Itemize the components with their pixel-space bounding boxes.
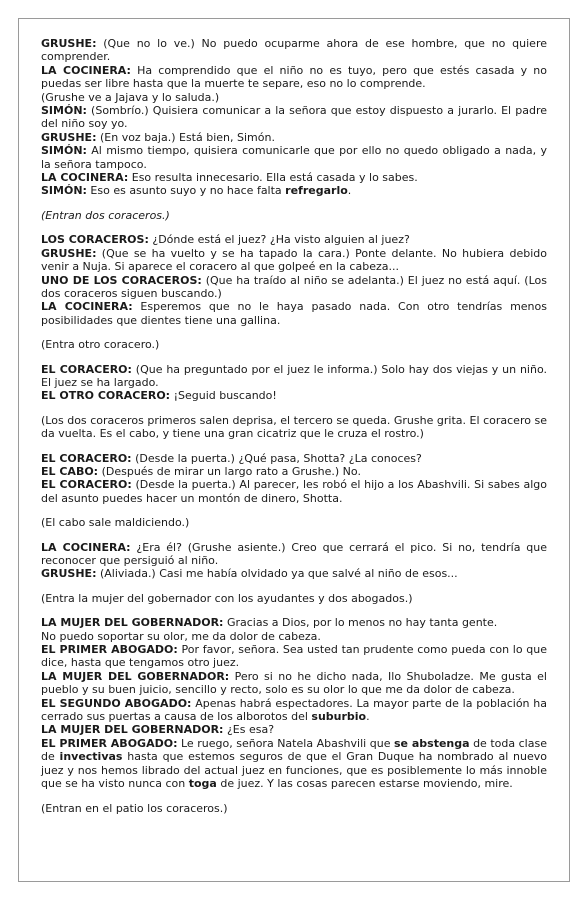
- page-border: [18, 18, 570, 882]
- speaker-or-emphasis: EL PRIMER ABOGADO:: [41, 643, 178, 657]
- speaker-or-emphasis: GRUSHE:: [41, 246, 97, 260]
- text-run: de juez. Y las cosas parecen estarse moviendo, mire.: [216, 777, 513, 791]
- speaker-or-emphasis: toga: [188, 777, 217, 791]
- text-run: Al mismo tiempo, quisiera comunicarle que por ello no quedo obligado a nada, y la señora tampoco.: [41, 144, 547, 171]
- text-run: Le ruego, señora Natela Abashvili que: [177, 736, 394, 750]
- text-run: Esperemos que no le haya pasado nada. Con otro tendrías menos posibilidades que dientes tiene una gallina.: [41, 300, 547, 327]
- text-run: ¿Era él? (Grushe asiente.) Creo que cerrará el pico. Si no, tendría que reconocer que persiguió al niño.: [41, 540, 547, 567]
- text-run: Apenas habrá espectadores. La mayor parte de la población ha cerrado sus puertas a causa de los alborotos del: [41, 696, 547, 724]
- text-run: Ha comprendido que el niño no es tuyo, pero que estés casada y no puedas ser libre hasta que la muerte te separe, eso no lo comprende.: [41, 63, 547, 91]
- text-run: ¿Dónde está el juez? ¿Ha visto alguien al juez?: [148, 233, 410, 247]
- speaker-or-emphasis: EL CORACERO:: [41, 478, 132, 492]
- speaker-or-emphasis: LOS CORACEROS:: [41, 233, 149, 247]
- text-run: (Los dos coraceros primeros salen deprisa, el tercero se queda. Grushe grita. El coracero se da vuelta. Es el cabo, y tiene una gran cicatriz que le cruza el rostro.): [41, 413, 547, 441]
- text-run: .: [347, 184, 352, 198]
- speaker-or-emphasis: LA COCINERA:: [41, 300, 133, 314]
- text-run: ¡Seguid buscando!: [170, 389, 277, 403]
- text-run: (Que ha preguntado por el juez le informa.) Solo hay dos viejas y un niño. El juez se ha largado.: [41, 362, 547, 389]
- speaker-or-emphasis: GRUSHE:: [41, 37, 97, 50]
- text-run: de toda clase de: [41, 736, 547, 764]
- speaker-or-emphasis: LA MUJER DEL GOBERNADOR:: [41, 723, 224, 737]
- text-run: (Entran dos coraceros.): [41, 208, 170, 222]
- text-run: (Desde la puerta.) ¿Qué pasa, Shotta? ¿La conoces?: [131, 451, 422, 465]
- text-run: (Que ha traído al niño se adelanta.) El juez no está aquí. (Los dos coraceros siguen buscando.): [41, 273, 547, 300]
- speaker-or-emphasis: EL CORACERO:: [41, 451, 132, 465]
- text-run: .: [366, 710, 370, 724]
- text-run: (Sombrío.) Quisiera comunicar a la señora que estoy dispuesto a jurarlo. El padre del niño soy yo.: [41, 104, 547, 131]
- text-run: (Aliviada.) Casi me había olvidado ya que salvé al niño de esos...: [96, 567, 458, 581]
- speaker-or-emphasis: suburbio: [311, 710, 367, 724]
- text-run: (Entra la mujer del gobernador con los ayudantes y dos abogados.): [41, 591, 413, 605]
- text-run: Gracias a Dios, por lo menos no hay tanta gente.: [223, 616, 498, 630]
- speaker-or-emphasis: EL SEGUNDO ABOGADO:: [41, 696, 192, 710]
- text-run: (Desde la puerta.) Al parecer, les robó el hijo a los Abashvili. Si sabes algo del asunto puedes hacer un montón de dinero, Shotta.: [41, 478, 547, 505]
- speaker-or-emphasis: GRUSHE:: [41, 130, 97, 144]
- text-run: (Que se ha vuelto y se ha tapado la cara.) Ponte delante. No hubiera debido venir a Nuja. Si aparece el coracero al que golpeé en la cabeza...: [41, 246, 547, 274]
- speaker-or-emphasis: LA MUJER DEL GOBERNADOR:: [41, 616, 224, 630]
- speaker-or-emphasis: SIMÓN:: [41, 144, 87, 158]
- text-run: (Después de mirar un largo rato a Grushe.) No.: [98, 464, 361, 478]
- speaker-or-emphasis: EL PRIMER ABOGADO:: [41, 736, 178, 750]
- speaker-or-emphasis: GRUSHE:: [41, 567, 97, 581]
- text-run: Por favor, señora. Sea usted tan prudente como pueda con lo que dice, hasta que tengamos otro juez.: [41, 643, 547, 670]
- text-run: Eso resulta innecesario. Ella está casada y lo sabes.: [128, 171, 418, 185]
- speaker-or-emphasis: EL CABO:: [41, 464, 99, 478]
- text-run: ¿Es esa?: [223, 723, 275, 737]
- speaker-or-emphasis: se abstenga: [393, 736, 470, 750]
- speaker-or-emphasis: refregarlo: [285, 184, 348, 198]
- text-run: (Entra otro coracero.): [41, 338, 160, 352]
- text-run: (Que no lo ve.) No puedo ocuparme ahora de ese hombre, que no quiere comprender.: [41, 37, 547, 64]
- speaker-or-emphasis: LA COCINERA:: [41, 171, 129, 185]
- speaker-or-emphasis: EL OTRO CORACERO:: [41, 389, 171, 403]
- text-run: (Entran en el patio los coraceros.): [41, 801, 228, 815]
- text-run: (El cabo sale maldiciendo.): [41, 516, 190, 530]
- speaker-or-emphasis: SIMÓN:: [41, 184, 87, 198]
- text-run: hasta que estemos seguros de que el Gran Duque ha nombrado al nuevo juez y nos hemos librado del actual juez en funciones, que es posiblemente lo más innoble que se ha visto nunca con: [41, 750, 547, 791]
- speaker-or-emphasis: UNO DE LOS CORACEROS:: [41, 273, 202, 287]
- speaker-or-emphasis: SIMÓN:: [41, 104, 87, 118]
- speaker-or-emphasis: LA COCINERA:: [41, 540, 131, 554]
- text-run: (En voz baja.) Está bien, Simón.: [96, 130, 275, 144]
- speaker-or-emphasis: LA MUJER DEL GOBERNADOR:: [41, 669, 230, 683]
- speaker-or-emphasis: invectivas: [59, 750, 123, 764]
- text-run: Pero si no he dicho nada, Ilo Shuboladze. Me gusta el pueblo y su buen juicio, sencillo y recto, solo es su olor lo que me da dolor de cabeza.: [41, 669, 547, 697]
- speaker-or-emphasis: LA COCINERA:: [41, 63, 131, 77]
- text-run: Eso es asunto suyo y no hace falta: [86, 184, 286, 198]
- text-run: (Grushe ve a Jajava y lo saluda.): [41, 90, 220, 104]
- text-run: No puedo soportar su olor, me da dolor de cabeza.: [41, 629, 321, 643]
- speaker-or-emphasis: EL CORACERO:: [41, 362, 132, 376]
